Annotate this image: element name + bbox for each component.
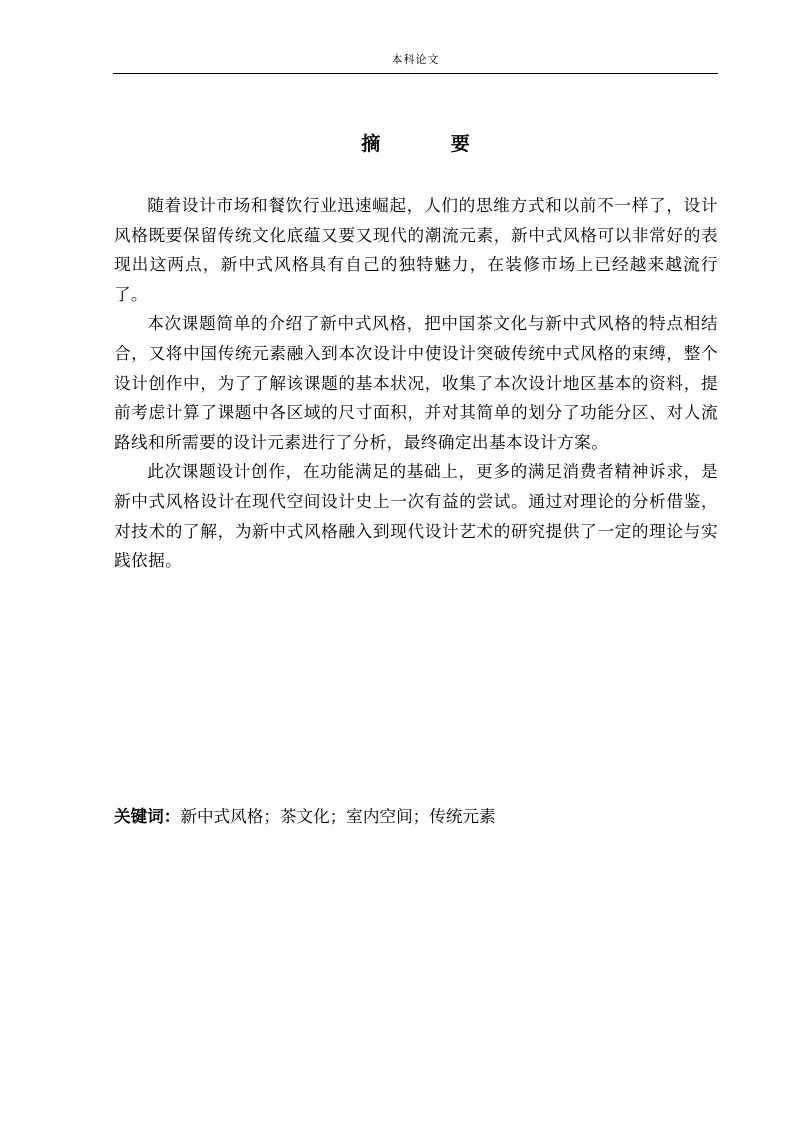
abstract-body: [114, 191, 718, 576]
running-header: 本科论文: [391, 53, 440, 66]
keywords-label: 关键词：: [114, 807, 181, 826]
abstract-paragraph-2: 本次课题简单的介绍了新中式风格，把中国茶文化与新中式风格的特点相结合，又将中国传统元素融入到本次设计中使设计突破传统中式风格的束缚，整个设计创作中，为了了解该课题的基本状况，收集了本次设计地区基本的资料，提前考虑计算了课题中各区域的尺寸面积，并对其简单的划分了功能分区、对人流路线和所需要的设计元素进行了分析，最终确定出基本设计方案。: [114, 314, 718, 452]
abstract-paragraph-1: 随着设计市场和餐饮行业迅速崛起，人们的思维方式和以前不一样了，设计风格既要保留传统文化底蕴又要又现代的潮流元素，新中式风格可以非常好的表现出这两点，新中式风格具有自己的独特魅力，在装修市场上已经越来越流行了。: [114, 196, 718, 304]
abstract-title: 摘 要: [361, 133, 502, 155]
abstract-paragraph-3: 此次课题设计创作，在功能满足的基础上，更多的满足消费者精神诉求，是新中式风格设计在现代空间设计史上一次有益的尝试。通过对理论的分析借鉴，对技术的了解，为新中式风格融入到现代设计艺术的研究提供了一定的理论与实践依据。: [114, 462, 718, 571]
header-rule: [113, 73, 718, 74]
keywords-line: [114, 804, 718, 830]
keywords-value: 新中式风格；茶文化；室内空间；传统元素: [180, 807, 496, 826]
